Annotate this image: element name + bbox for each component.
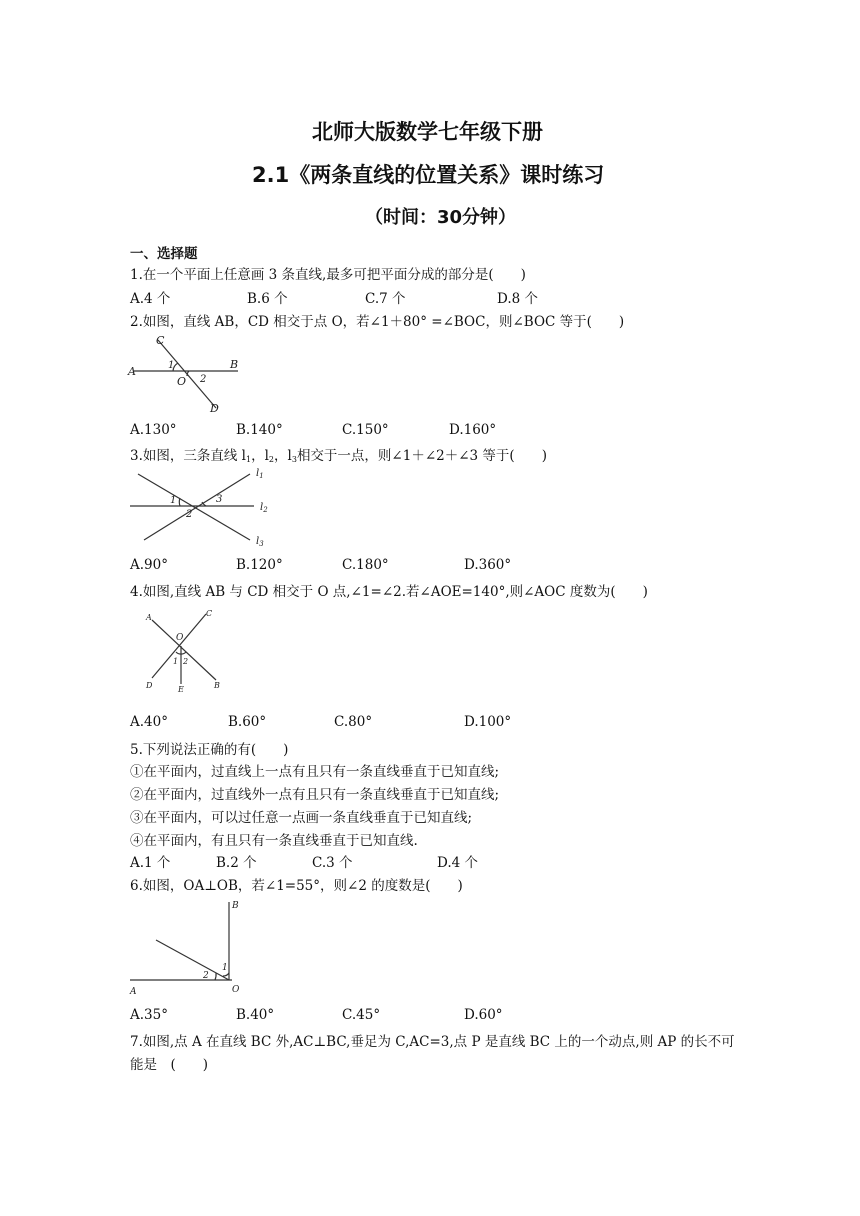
q3-stem-part: 相交于一点，则∠1＋∠2＋∠3 等于( ): [296, 448, 547, 464]
q5-statement-3: ③在平面内，可以过任意一点画一条直线垂直于已知直线;: [130, 810, 473, 826]
q4-angle-1: 1: [173, 657, 179, 666]
q5-statement-1: ①在平面内，过直线上一点有且只有一条直线垂直于已知直线;: [130, 764, 500, 780]
q3-label-l3: $l_3$: [256, 536, 264, 548]
q2-angle-1: 1: [168, 360, 175, 371]
q4-label-c: C: [206, 609, 213, 618]
q2-figure: [126, 330, 246, 416]
q2-label-b: B: [230, 358, 239, 371]
q6-option-c: C.45°: [342, 1007, 381, 1023]
section-heading: 一、选择题: [130, 246, 198, 262]
q4-stem: 4.如图,直线 AB 与 CD 相交于 O 点,∠1=∠2.若∠AOE=140°,则∠AOC 度数为( ): [130, 584, 648, 600]
q5-option-a: A.1 个: [130, 855, 171, 871]
q3-angle-3: 3: [216, 494, 223, 505]
q5-stem: 5.下列说法正确的有( ): [130, 742, 289, 758]
q6-option-d: D.60°: [464, 1007, 503, 1023]
doc-subtitle: 2.1《两条直线的位置关系》课时练习: [252, 163, 605, 187]
q5-option-d: D.4 个: [437, 855, 479, 871]
q3-sub: 2: [268, 455, 275, 464]
q5-option-b: B.2 个: [216, 855, 257, 871]
q6-label-o: O: [232, 985, 240, 995]
q1-option-b: B.6 个: [247, 291, 288, 307]
q1-option-c: C.7 个: [365, 291, 406, 307]
q3-label-l2: $l_2$: [260, 502, 268, 514]
q3-stem-part: ，l: [251, 448, 269, 464]
q6-option-a: A.35°: [130, 1007, 168, 1023]
q4-label-a: A: [146, 613, 152, 622]
q3-sub: 3: [291, 455, 297, 464]
q7-stem-line2: 能是 ( ): [130, 1057, 209, 1073]
q2-label-c: C: [156, 334, 165, 347]
q1-option-a: A.4 个: [130, 291, 171, 307]
q3-option-c: C.180°: [342, 557, 389, 573]
q1-option-d: D.8 个: [497, 291, 539, 307]
q5-statement-4: ④在平面内，有且只有一条直线垂直于已知直线.: [130, 833, 418, 849]
q2-option-c: C.150°: [342, 422, 389, 438]
q5-option-c: C.3 个: [312, 855, 353, 871]
q4-option-c: C.80°: [334, 714, 373, 730]
q6-label-a: A: [130, 987, 137, 997]
q3-stem: [130, 444, 547, 464]
q4-option-d: D.100°: [464, 714, 512, 730]
q2-option-b: B.140°: [236, 422, 283, 438]
q2-stem: 2.如图，直线 AB，CD 相交于点 O，若∠1＋80° =∠BOC，则∠BOC 等于( ): [130, 314, 625, 330]
q3-angle-2: 2: [186, 509, 193, 520]
doc-title: 北师大版数学七年级下册: [312, 120, 543, 144]
q4-label-o: O: [176, 633, 184, 643]
q2-label-o: O: [177, 375, 187, 388]
q4-label-d: D: [146, 681, 153, 690]
q3-stem-part: 3.如图，三条直线 l: [130, 448, 246, 464]
q6-option-b: B.40°: [236, 1007, 275, 1023]
q3-stem-part: ，l: [274, 448, 292, 464]
q3-angle-1: 1: [170, 495, 177, 506]
q1-stem: 1.在一个平面上任意画 3 条直线,最多可把平面分成的部分是( ): [130, 267, 526, 283]
q3-label-l1: $l_1$: [256, 468, 264, 480]
q2-angle-2: 2: [200, 374, 207, 385]
q4-angle-2: 2: [183, 657, 189, 666]
q3-figure: [126, 466, 276, 550]
q4-label-b: B: [214, 681, 220, 690]
q7-stem-line1: 7.如图,点 A 在直线 BC 外,AC⊥BC,垂足为 C,AC=3,点 P 是直线 BC 上的一个动点,则 AP 的长不可: [130, 1034, 735, 1050]
q2-option-a: A.130°: [130, 422, 177, 438]
time-limit: （时间：30分钟）: [365, 207, 517, 228]
q4-option-a: A.40°: [130, 714, 168, 730]
q5-statement-2: ②在平面内，过直线外一点有且只有一条直线垂直于已知直线;: [130, 787, 500, 803]
q2-label-d: D: [210, 402, 219, 415]
q6-figure: [126, 896, 246, 1000]
q3-sub: 1: [246, 455, 252, 464]
q6-label-b: B: [232, 901, 239, 911]
q2-label-a: A: [128, 365, 136, 378]
q3-option-a: A.90°: [130, 557, 168, 573]
q4-label-e: E: [178, 685, 184, 694]
q6-angle-2: 2: [203, 971, 209, 981]
q3-option-d: D.360°: [464, 557, 512, 573]
q4-option-b: B.60°: [228, 714, 267, 730]
q4-figure: [140, 606, 230, 696]
q3-option-b: B.120°: [236, 557, 283, 573]
q2-option-d: D.160°: [449, 422, 497, 438]
q6-stem: 6.如图，OA⊥OB，若∠1=55°，则∠2 的度数是( ): [130, 878, 463, 894]
q6-angle-1: 1: [222, 963, 228, 973]
